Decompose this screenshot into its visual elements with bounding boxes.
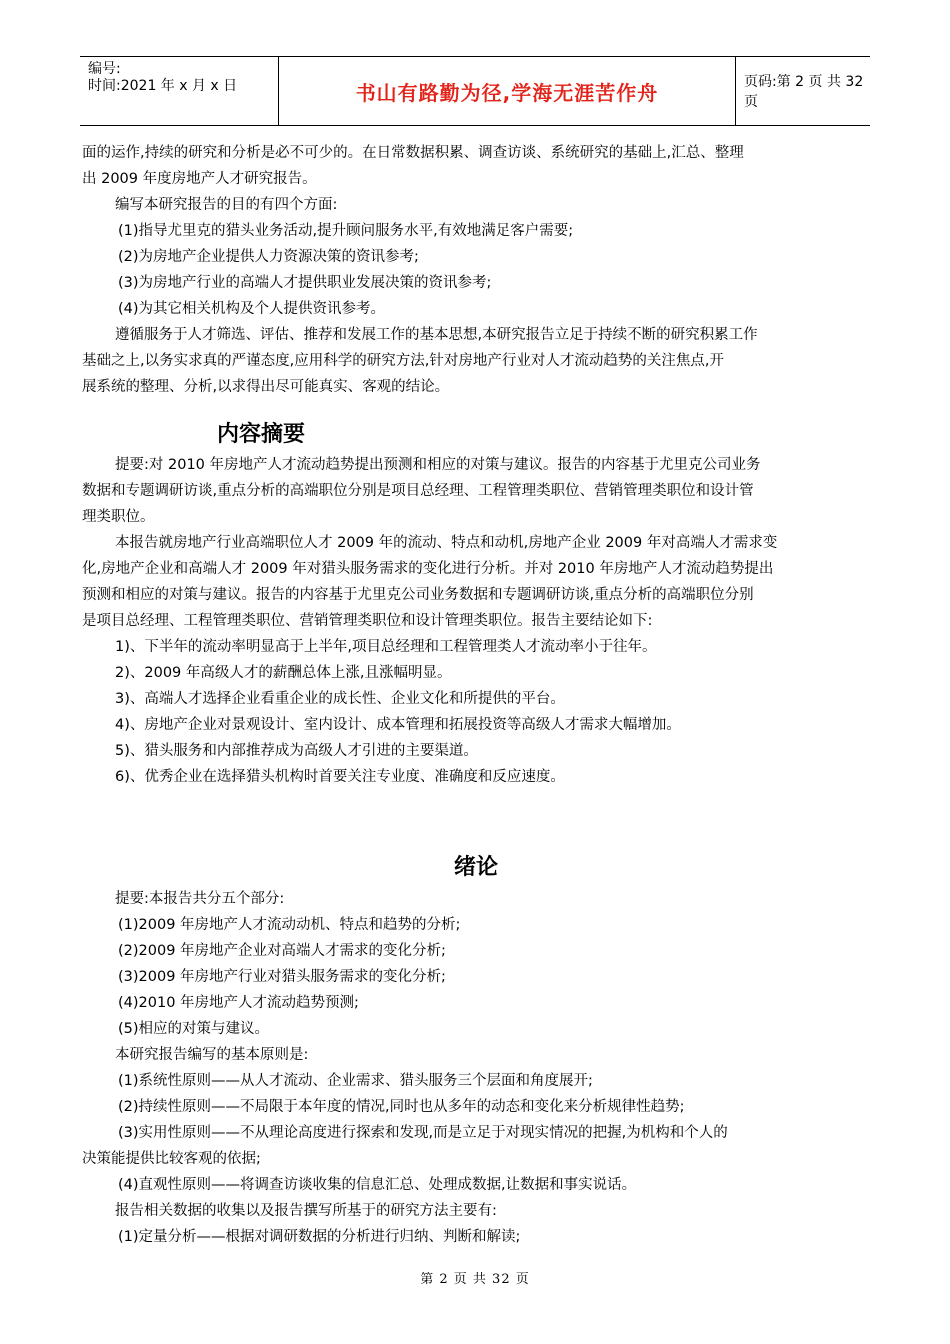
list-item: (1)2009 年房地产人才流动动机、特点和趋势的分析;	[118, 917, 461, 933]
conclusion-item: 6)、优秀企业在选择猎头机构时首要关注专业度、准确度和反应速度。	[115, 769, 565, 785]
list-item: (2)2009 年房地产企业对高端人才需求的变化分析;	[118, 943, 446, 959]
paragraph-line: 决策能提供比较客观的依据;	[82, 1151, 261, 1167]
paragraph-line: 本报告就房地产行业高端职位人才 2009 年的流动、特点和动机,房地产企业 2009 年对高端人才需求变	[115, 535, 778, 551]
conclusion-item: 4)、房地产企业对景观设计、室内设计、成本管理和拓展投资等高级人才需求大幅增加。	[115, 717, 681, 733]
conclusion-item: 1)、下半年的流动率明显高于上半年,项目总经理和工程管理类人才流动率小于往年。	[115, 639, 657, 655]
list-item: (3)2009 年房地产行业对猎头服务需求的变化分析;	[118, 969, 446, 985]
paragraph-line: 是项目总经理、工程管理类职位、营销管理类职位和设计管理类职位。报告主要结论如下:	[82, 613, 653, 629]
paragraph-line: 提要:对 2010 年房地产人才流动趋势提出预测和相应的对策与建议。报告的内容基于尤里克公司业务	[115, 457, 761, 473]
list-item: (1)系统性原则——从人才流动、企业需求、猎头服务三个层面和角度展开;	[118, 1073, 593, 1089]
conclusion-item: 3)、高端人才选择企业看重企业的成长性、企业文化和所提供的平台。	[115, 691, 565, 707]
page-footer: 第 2 页 共 32 页	[420, 1272, 530, 1287]
paragraph-line: 数据和专题调研访谈,重点分析的高端职位分别是项目总经理、工程管理类职位、营销管理类职位和设计管	[82, 483, 754, 499]
paragraph-line: 预测和相应的对策与建议。报告的内容基于尤里克公司业务数据和专题调研访谈,重点分析的高端职位分别	[82, 587, 754, 603]
paragraph-line: 报告相关数据的收集以及报告撰写所基于的研究方法主要有:	[115, 1203, 497, 1219]
document-number-label: 编号:	[88, 61, 121, 77]
document-time-label: 时间:2021 年 x 月 x 日	[88, 78, 238, 94]
list-item: (1)定量分析——根据对调研数据的分析进行归纳、判断和解读;	[118, 1229, 521, 1245]
page-header	[80, 56, 870, 126]
paragraph-line: 编写本研究报告的目的有四个方面:	[115, 197, 338, 213]
conclusion-item: 2)、2009 年高级人才的薪酬总体上涨,且涨幅明显。	[115, 665, 452, 681]
header-motto: 书山有路勤为径,学海无涯苦作舟	[278, 57, 736, 125]
paragraph-line: 出 2009 年度房地产人才研究报告。	[82, 171, 317, 187]
list-item: (5)相应的对策与建议。	[118, 1021, 270, 1037]
paragraph-line: 化,房地产企业和高端人才 2009 年对猎头服务需求的变化进行分析。并对 2010 年房地产人才流动趋势提出	[82, 561, 774, 577]
list-item: (4)直观性原则——将调查访谈收集的信息汇总、处理成数据,让数据和事实说话。	[118, 1177, 637, 1193]
header-page-info: 页码:第 2 页 共 32 页	[744, 74, 864, 110]
paragraph-line: 展系统的整理、分析,以求得出尽可能真实、客观的结论。	[82, 379, 450, 395]
list-item: (4)为其它相关机构及个人提供资讯参考。	[118, 301, 386, 317]
list-item: (3)实用性原则——不从理论高度进行探索和发现,而是立足于对现实情况的把握,为机构和个人的	[118, 1125, 728, 1141]
paragraph-line: 遵循服务于人才筛选、评估、推荐和发展工作的基本思想,本研究报告立足于持续不断的研究积累工作	[115, 327, 758, 343]
paragraph-line: 面的运作,持续的研究和分析是必不可少的。在日常数据积累、调查访谈、系统研究的基础上,汇总、整理	[82, 145, 744, 161]
list-item: (2)持续性原则——不局限于本年度的情况,同时也从多年的动态和变化来分析规律性趋势;	[118, 1099, 685, 1115]
list-item: (3)为房地产行业的高端人才提供职业发展决策的资讯参考;	[118, 275, 492, 291]
conclusion-item: 5)、猎头服务和内部推荐成为高级人才引进的主要渠道。	[115, 743, 478, 759]
list-item: (4)2010 年房地产人才流动趋势预测;	[118, 995, 359, 1011]
list-item: (1)指导尤里克的猎头业务活动,提升顾问服务水平,有效地满足客户需要;	[118, 223, 574, 239]
paragraph-line: 基础之上,以务实求真的严谨态度,应用科学的研究方法,针对房地产行业对人才流动趋势的关注焦点,开	[82, 353, 724, 369]
preface-heading: 绪论	[453, 855, 498, 880]
summary-heading: 内容摘要	[217, 422, 306, 447]
paragraph-line: 本研究报告编写的基本原则是:	[115, 1047, 309, 1063]
document-body	[82, 140, 870, 1250]
header-meta	[80, 57, 278, 125]
paragraph-line: 提要:本报告共分五个部分:	[115, 891, 285, 907]
paragraph-line: 理类职位。	[82, 509, 155, 525]
list-item: (2)为房地产企业提供人力资源决策的资讯参考;	[118, 249, 419, 265]
